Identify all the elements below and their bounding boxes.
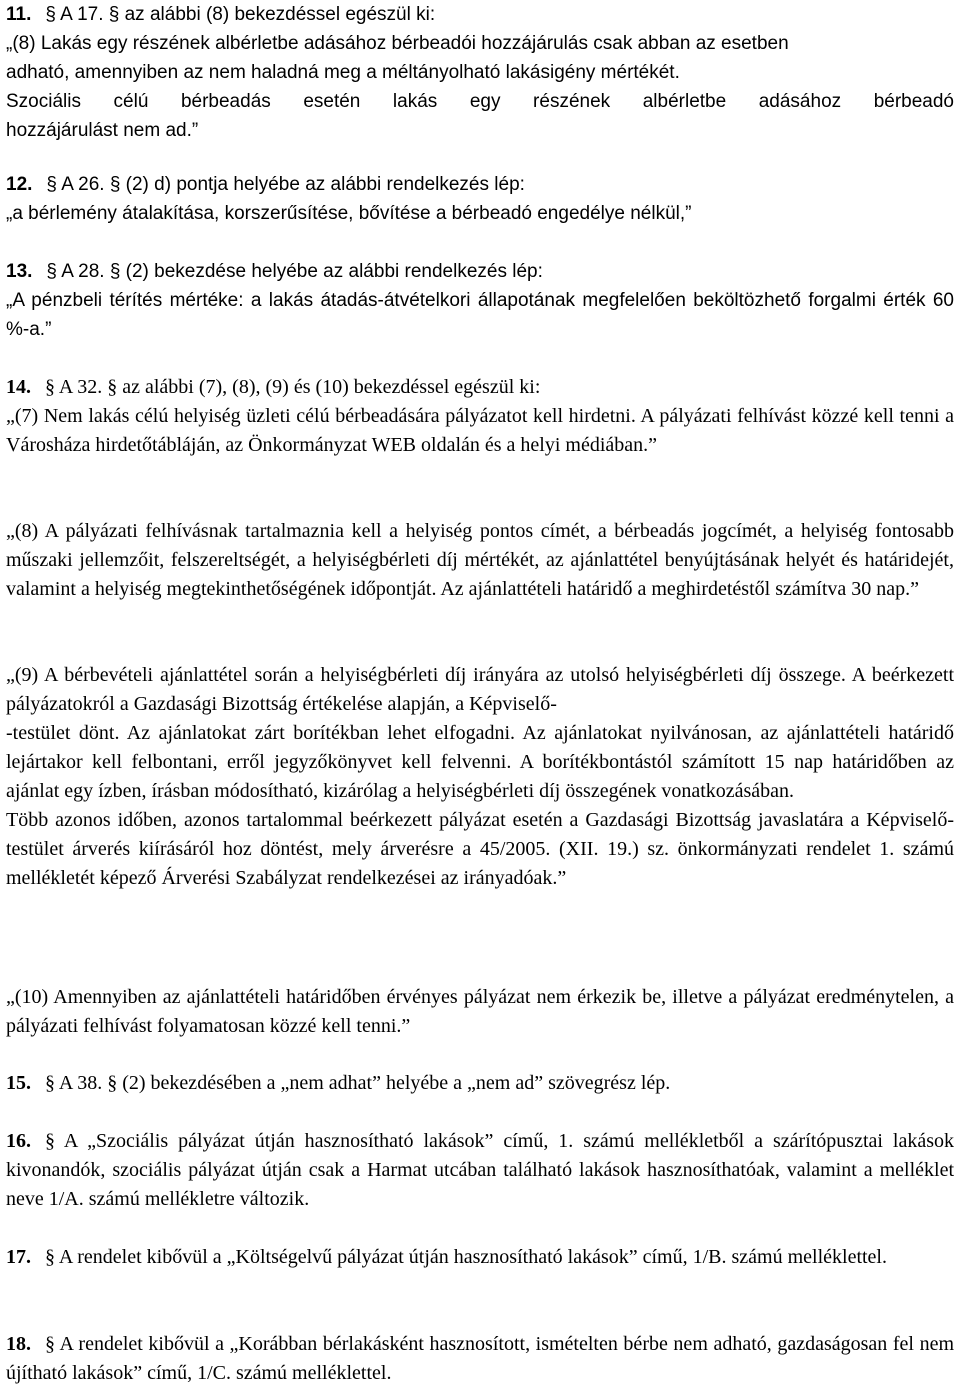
section-heading: § A 28. § (2) bekezdése helyébe az alábbi rendelkezés lép: xyxy=(46,261,543,282)
section-body: § A rendelet kibővül a „Költségelvű pályázat útján hasznosítható lakások” című, 1/B. számú melléklettel. xyxy=(45,1246,887,1268)
section-number: 16. xyxy=(6,1130,31,1152)
text-line: hozzájárulást nem ad.” xyxy=(6,120,199,141)
section-number: 18. xyxy=(6,1333,31,1355)
paragraph-9-part-b: -testület dönt. Az ajánlatokat zárt borítékban lehet elfogadni. Az ajánlatokat nyilvánosan, az ajánlattételi határidő lejártakor kell felbontani, erről jegyzőkönyvet kell felvenni. A borítékbontástól számított 15 nap határidőben az ajánlat egy ízben, írásban módosítható, kizárólag a helyiségbérleti díj összegének vonatkozásában. xyxy=(6,722,954,802)
section-12 xyxy=(6,170,954,228)
section-15 xyxy=(6,1069,954,1098)
paragraph-7: „(7) Nem lakás célú helyiség üzleti célú bérbeadására pályázatot kell hirdetni. A pályázati felhívást közzé kell tenni a Városháza hirdetőtábláján, az Önkormányzat WEB oldalán és a helyi médiában.” xyxy=(6,405,954,456)
text-line: „(8) Lakás egy részének albérletbe adásához bérbeadói hozzájárulás csak abban az esetben xyxy=(6,33,789,54)
paragraph-9-part-c: Több azonos időben, azonos tartalommal beérkezett pályázat esetén a Gazdasági Bizottság javaslatára a Képviselő-testület árverés kiírásáról hoz döntést, mely árverésre a 45/2005. (XII. 19.) sz. önkormányzati rendelet 1. számú mellékletét képező Árverési Szabályzat rendelkezései az irányadóak.” xyxy=(6,809,954,889)
section-heading: § A 32. § az alábbi (7), (8), (9) és (10) bekezdéssel egészül ki: xyxy=(45,376,541,398)
section-18 xyxy=(6,1330,954,1388)
section-heading: § A 26. § (2) d) pontja helyébe az alábbi rendelkezés lép: xyxy=(46,174,525,195)
section-heading: § A 17. § az alábbi (8) bekezdéssel egészül ki: xyxy=(45,4,436,25)
section-number: 13. xyxy=(6,261,33,282)
text-line: adható, amennyiben az nem haladná meg a méltányolható lakásigény mértékét. xyxy=(6,62,680,83)
paragraph-10: „(10) Amennyiben az ajánlattételi határidőben érvényes pályázat nem érkezik be, illetve a pályázat eredménytelen, a pályázati felhívást folyamatosan közzé kell tenni.” xyxy=(6,986,954,1037)
section-number: 17. xyxy=(6,1246,31,1268)
section-13 xyxy=(6,257,954,344)
paragraph-9-part-a: „(9) A bérbevételi ajánlattétel során a helyiségbérleti díj irányára az utolsó helyiségbérleti díj összege. A beérkezett pályázatokról a Gazdasági Bizottság értékelése alapján, a Képviselő- xyxy=(6,664,954,715)
text-line: Szociális célú bérbeadás esetén lakás egy részének albérletbe adásához bérbeadó xyxy=(6,91,954,112)
paragraph-9 xyxy=(6,661,954,893)
section-number: 14. xyxy=(6,376,31,398)
section-16 xyxy=(6,1127,954,1214)
section-number: 11. xyxy=(6,4,32,25)
paragraph-8: „(8) A pályázati felhívásnak tartalmaznia kell a helyiség pontos címét, a bérbeadás jogcímét, a helyiség fontosabb műszaki jellemzőit, felszereltségét, a helyiségbérleti díj mértékét, az ajánlattétel benyújtásának helyét és határidejét, valamint a helyiség megtekinthetőségének időpontját. Az ajánlattételi határidő a meghirdetéstől számítva 30 nap.” xyxy=(6,520,954,600)
section-14-heading xyxy=(6,373,954,402)
section-body: § A rendelet kibővül a „Korábban bérlakásként hasznosított, ismételten bérbe nem adható, gazdaságosan fel nem újítható lakások” című, 1/C. számú melléklettel. xyxy=(6,1333,954,1384)
section-number: 15. xyxy=(6,1072,31,1094)
section-body: § A „Szociális pályázat útján hasznosítható lakások” című, 1. számú mellékletből a szárítópusztai lakások kivonandók, szociális pályázat útján csak a Harmat utcában található lakások hasznosíthatóak, valamint a melléklet neve 1/A. számú mellékletre változik. xyxy=(6,1130,954,1210)
section-body: § A 38. § (2) bekezdésében a „nem adhat” helyébe a „nem ad” szövegrész lép. xyxy=(45,1072,671,1094)
text-line: „A pénzbeli térítés mértéke: a lakás átadás-átvételkori állapotának megfelelően beköltözhető forgalmi érték 60 %-a.” xyxy=(6,290,954,340)
text-line: „a bérlemény átalakítása, korszerűsítése, bővítése a bérbeadó engedélye nélkül,” xyxy=(6,203,692,224)
section-11 xyxy=(6,0,954,145)
section-number: 12. xyxy=(6,174,33,195)
section-17 xyxy=(6,1243,954,1272)
